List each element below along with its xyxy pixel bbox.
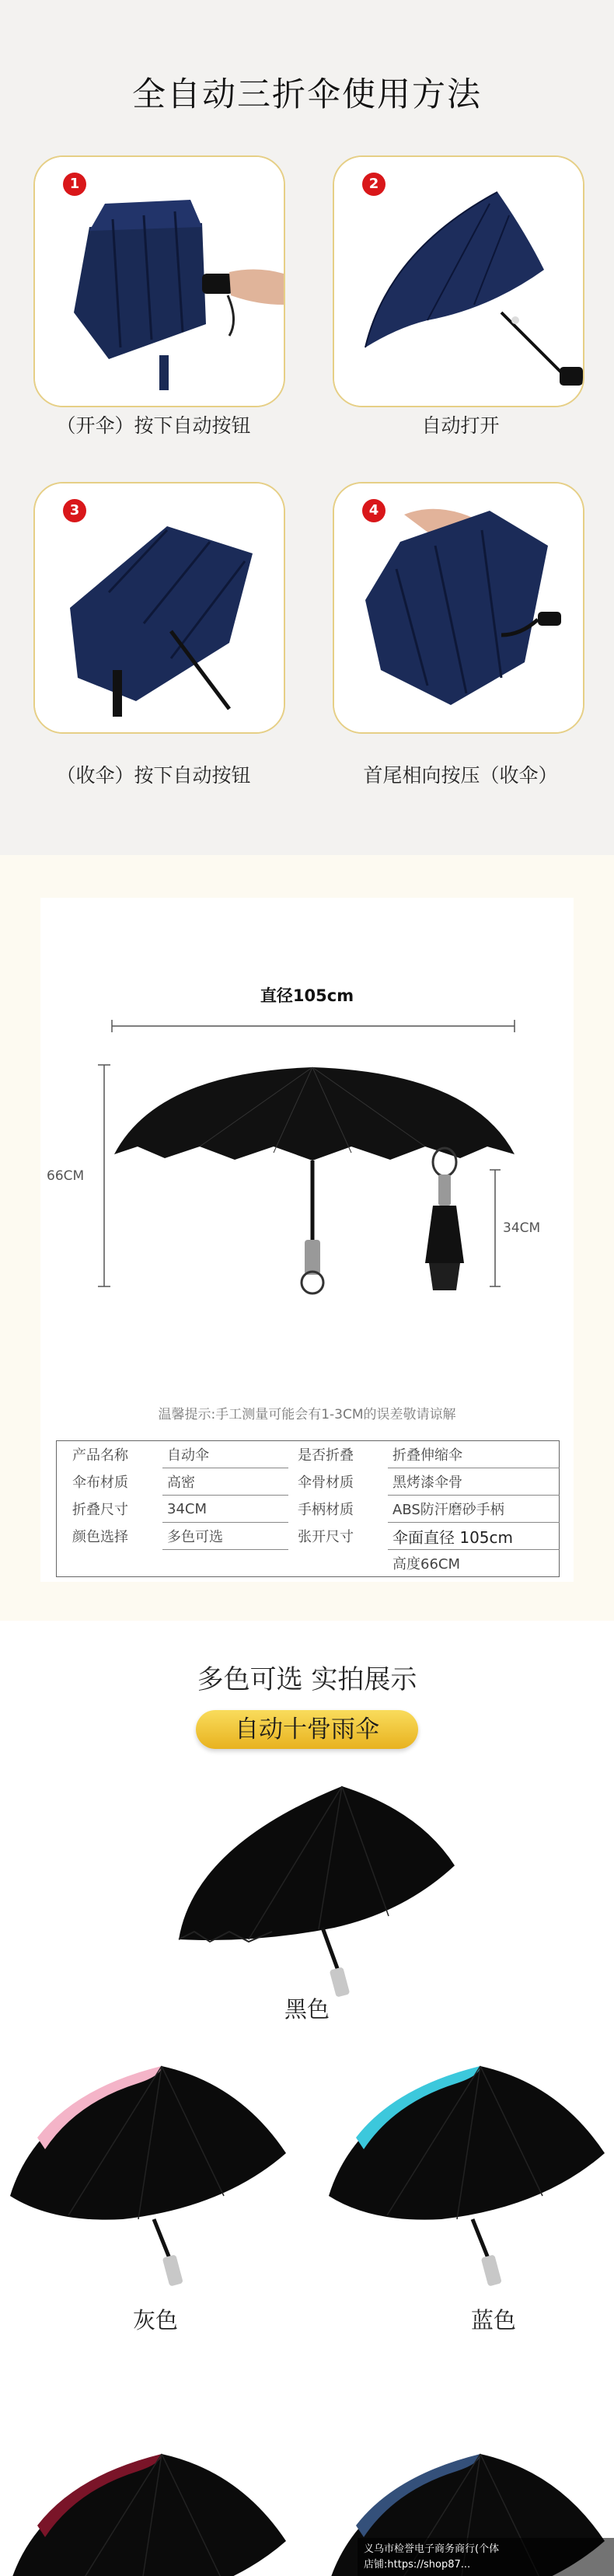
step-caption-4: 首尾相向按压（收伞） (363, 764, 558, 787)
grey-umbrella-image (6, 2060, 309, 2293)
colors-title: 多色可选 实拍展示 (197, 1664, 417, 1695)
measurement-note: 温馨提示:手工测量可能会有1-3CM的误差敬请谅解 (158, 1407, 456, 1422)
spec-row: 产品名称 自动伞 是否折叠 折叠伸缩伞 (57, 1441, 560, 1468)
spec-row: 颜色选择 多色可选 张开尺寸 伞面直径 105cm (57, 1523, 560, 1550)
step-badge-4: 4 (362, 499, 385, 522)
product-badge: 自动十骨雨伞 (196, 1710, 418, 1749)
black-umbrella-image (163, 1772, 474, 2005)
spec-table (56, 1440, 560, 1577)
size-section (0, 855, 614, 1621)
folded-length-label: 34CM (503, 1220, 541, 1236)
step-badge-1: 1 (63, 173, 86, 196)
colors-section (0, 1621, 614, 2576)
color-label-black: 黑色 (284, 1996, 330, 2023)
step-caption-3: （收伞）按下自动按钮 (56, 764, 251, 787)
shop-watermark (358, 2538, 614, 2576)
step-badge-2: 2 (362, 173, 385, 196)
usage-section (0, 0, 614, 855)
height-label: 66CM (47, 1168, 85, 1184)
size-panel (40, 898, 574, 1582)
step-caption-1: （开伞）按下自动按钮 (56, 414, 251, 437)
spec-row: 高度66CM (392, 1556, 461, 1572)
step-card-3 (33, 482, 285, 734)
spec-row: 折叠尺寸 34CM 手柄材质 ABS防汗磨砂手柄 (57, 1496, 560, 1523)
color-label-grey: 灰色 (132, 2307, 178, 2333)
step-card-4 (333, 482, 584, 734)
watermark-line-2: 店铺:https://shop87... (364, 2559, 471, 2571)
diameter-label: 直径105cm (260, 986, 354, 1005)
step-card-1 (33, 155, 285, 407)
watermark-line-1: 义乌市检誉电子商务商行(个体 (364, 2543, 500, 2555)
step-caption-2: 自动打开 (421, 414, 500, 437)
spec-row: 伞布材质 高密 伞骨材质 黑烤漆伞骨 (57, 1468, 560, 1496)
step-badge-3: 3 (63, 499, 86, 522)
blue-umbrella-image (325, 2060, 612, 2293)
size-diagram (40, 898, 574, 1395)
step-card-2 (333, 155, 584, 407)
color-label-blue: 蓝色 (470, 2307, 516, 2333)
red-umbrella-image (6, 2448, 309, 2576)
usage-title: 全自动三折伞使用方法 (132, 75, 482, 114)
